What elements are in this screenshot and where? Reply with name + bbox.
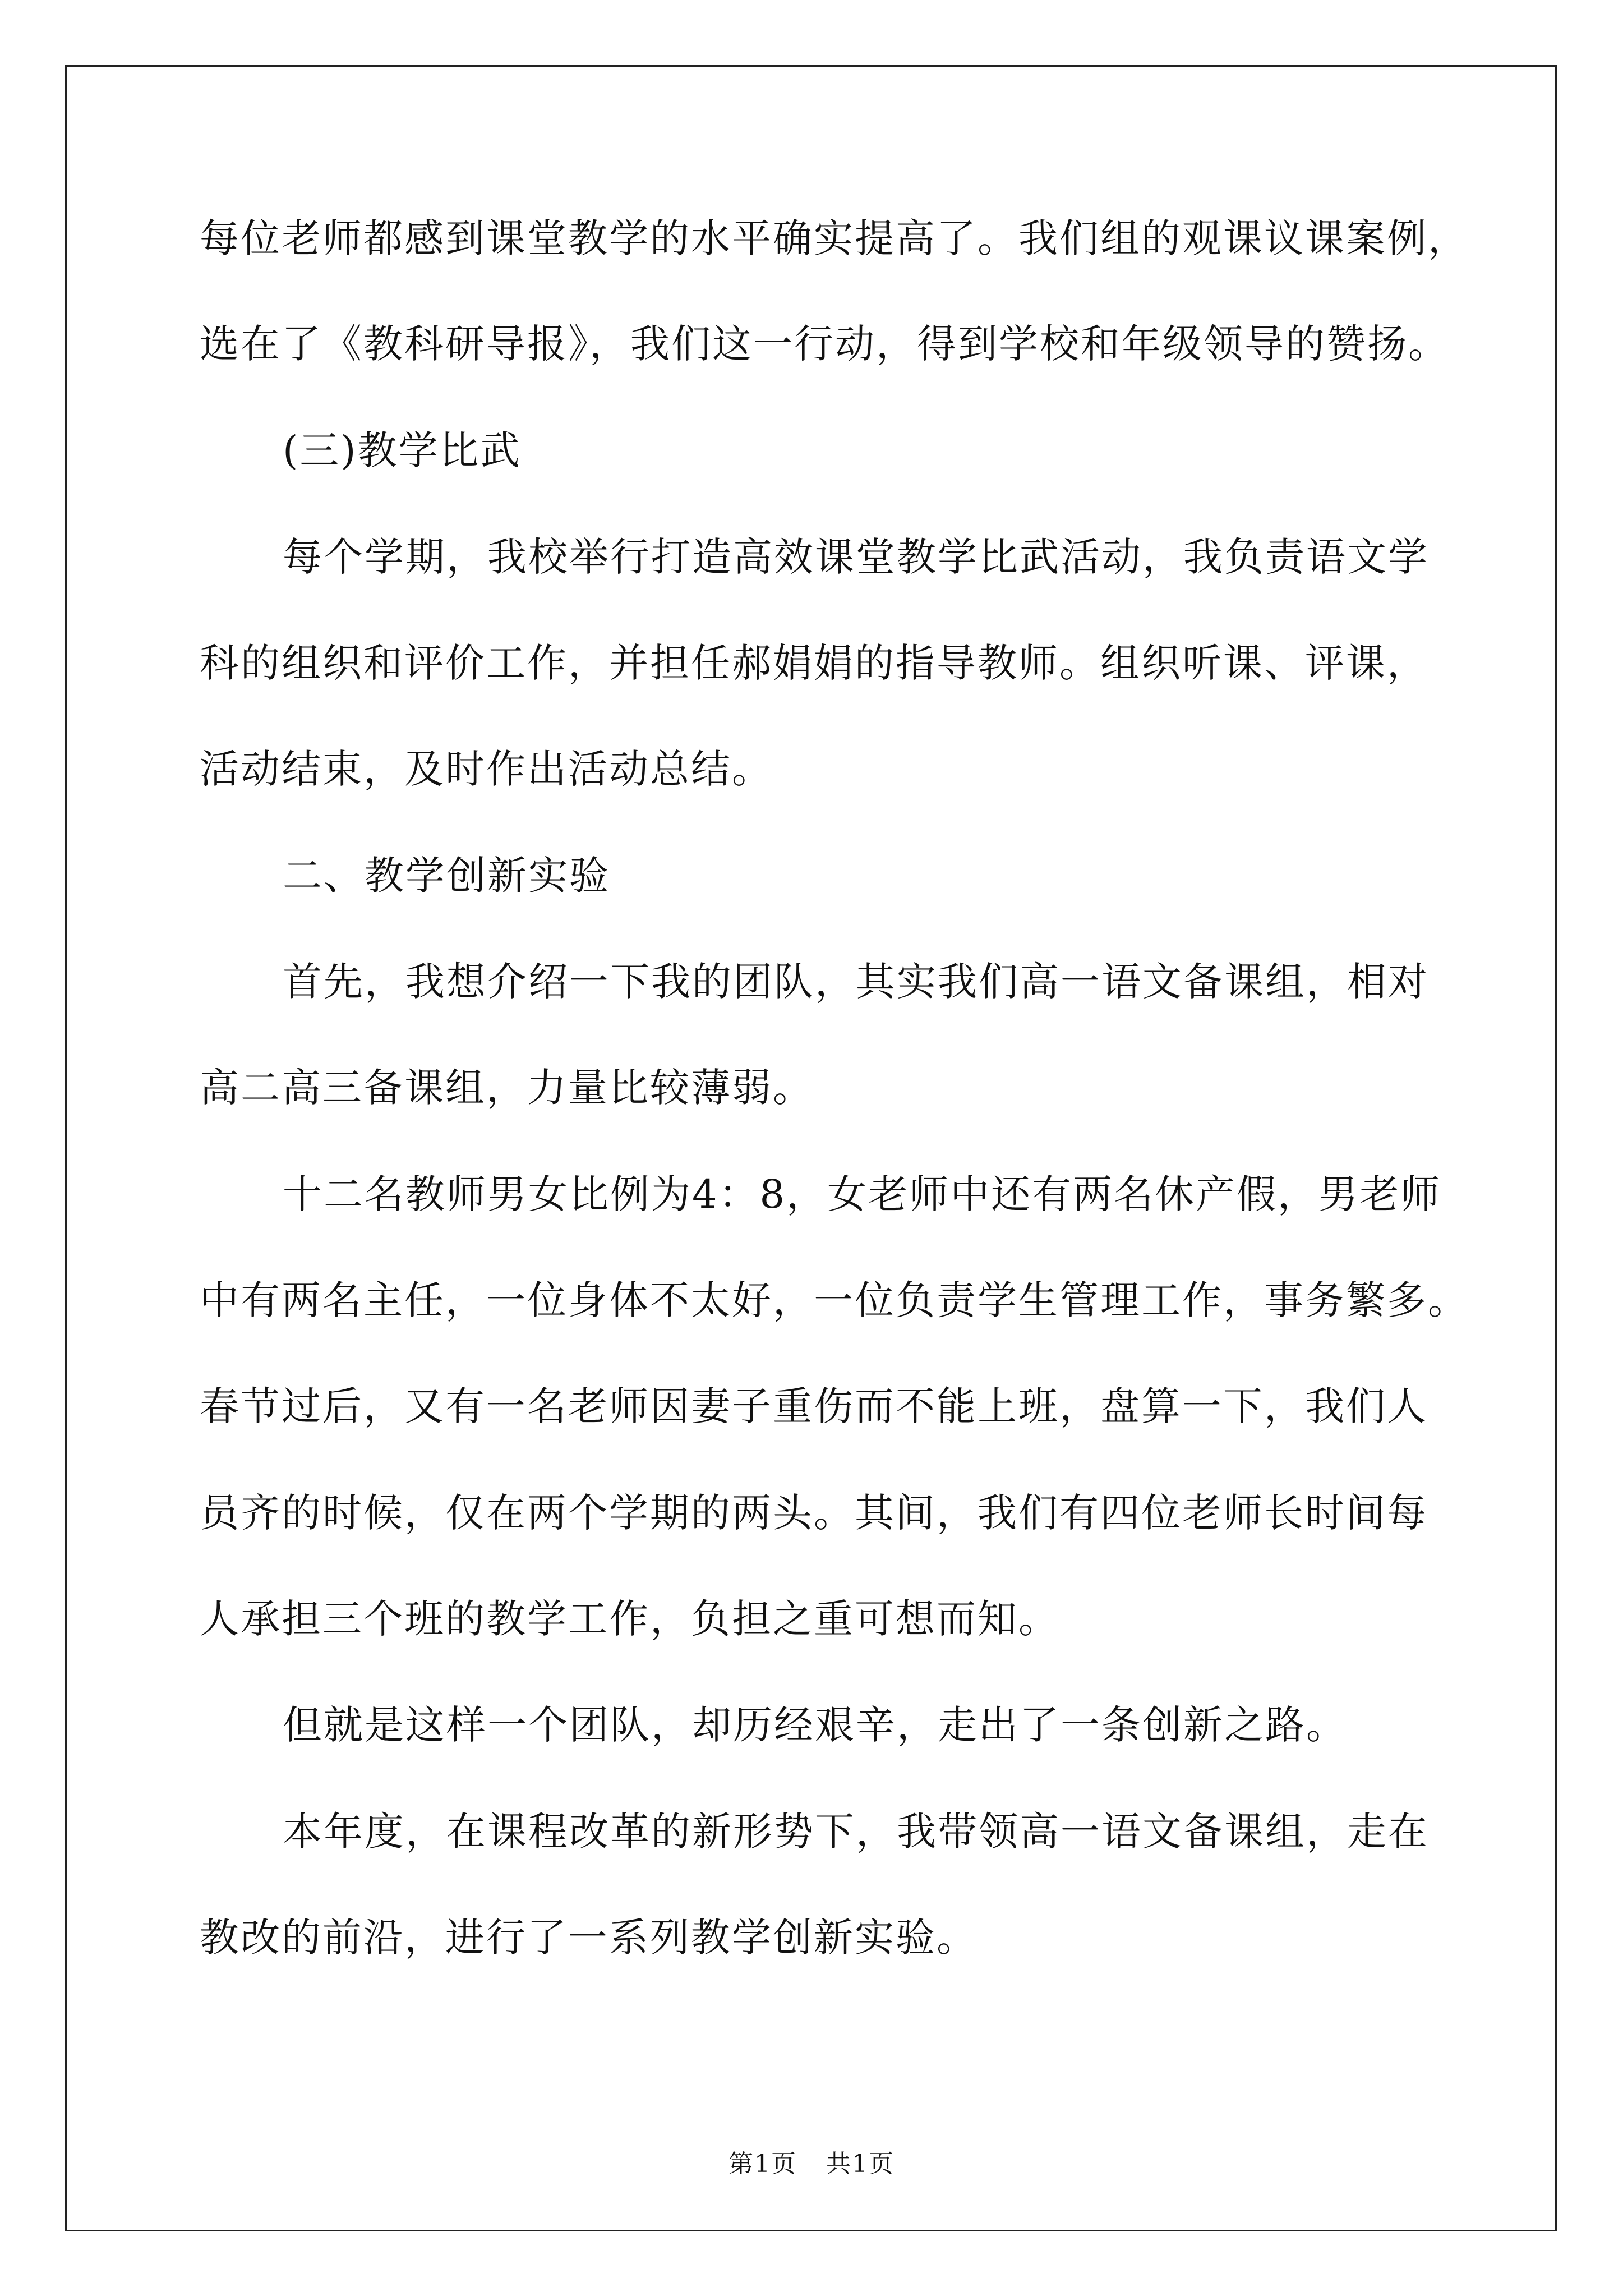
page-number-total: 共1页 xyxy=(826,2150,895,2178)
text-line: 首先，我想介绍一下我的团队，其实我们高一语文备课组，相对 xyxy=(283,959,1429,1005)
section-heading: 二、教学创新实验 xyxy=(283,853,610,899)
text-line: 高二高三备课组，力量比较薄弱。 xyxy=(200,1065,814,1111)
text-line: 选在了《教科研导报》，我们这一行动，得到学校和年级领导的赞扬。 xyxy=(200,321,1449,367)
section-heading: (三)教学比武 xyxy=(283,427,522,473)
text-line: 教改的前沿，进行了一系列教学创新实验。 xyxy=(200,1915,978,1961)
text-line: 十二名教师男女比例为4：8，女老师中还有两名休产假，男老师 xyxy=(283,1171,1442,1217)
page-number-current: 第1页 xyxy=(728,2150,797,2178)
text-line: 本年度，在课程改革的新形势下，我带领高一语文备课组，走在 xyxy=(283,1809,1429,1855)
text-line: 科的组织和评价工作，并担任郝娟娟的指导教师。组织听课、评课， xyxy=(200,640,1428,686)
text-line: 中有两名主任，一位身体不太好，一位负责学生管理工作，事务繁多。 xyxy=(200,1277,1469,1323)
text-line: 每位老师都感到课堂教学的水平确实提高了。我们组的观课议课案例， xyxy=(200,215,1469,261)
text-line: 春节过后，又有一名老师因妻子重伤而不能上班，盘算一下，我们人 xyxy=(200,1383,1428,1429)
text-line: 员齐的时候，仅在两个学期的两头。其间，我们有四位老师长时间每 xyxy=(200,1490,1428,1536)
page-border xyxy=(65,65,1557,2231)
text-line: 但就是这样一个团队，却历经艰辛，走出了一条创新之路。 xyxy=(283,1702,1347,1748)
text-line: 每个学期，我校举行打造高效课堂教学比武活动，我负责语文学 xyxy=(283,534,1429,580)
text-line: 活动结束，及时作出活动总结。 xyxy=(200,746,773,792)
page-footer xyxy=(0,2147,1623,2181)
text-line: 人承担三个班的教学工作，负担之重可想而知。 xyxy=(200,1596,1059,1642)
